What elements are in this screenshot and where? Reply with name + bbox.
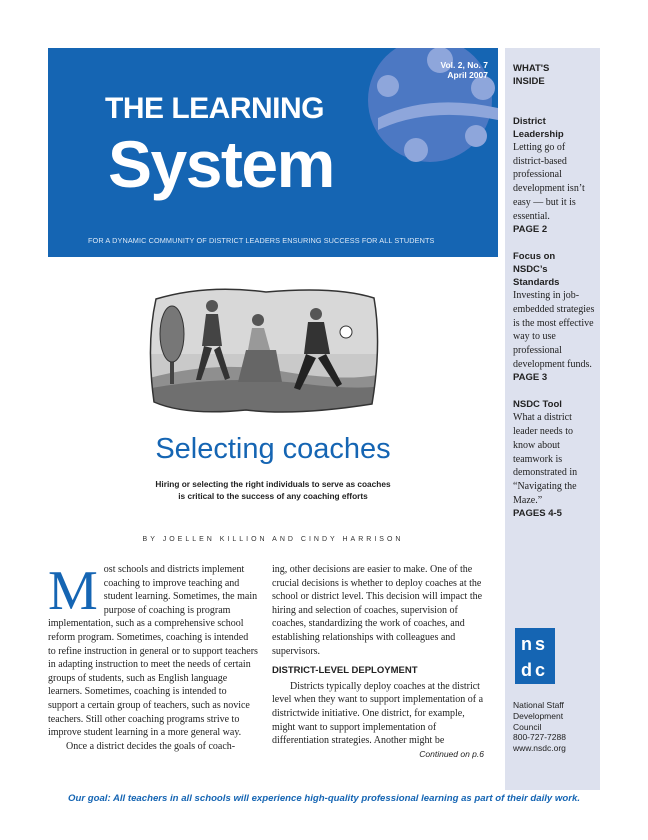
issue-date: April 2007 [447,70,488,80]
article-subhead [48,478,498,502]
title-line-1: THE LEARNING [105,92,324,125]
org-name-3: Council [513,721,542,732]
issue-volume: Vol. 2, No. 7 [440,60,488,70]
continued-link[interactable]: Continued on p.6 [419,748,484,759]
sidebar-item-district-leadership [513,115,597,236]
drop-cap: M [48,560,98,622]
subhead-line-1: Hiring or selecting the right individuals to serve as coaches [155,479,391,489]
masthead [48,48,498,257]
svg-text:n: n [521,634,532,654]
org-contact [513,700,593,754]
sidebar-item-page: PAGE 2 [513,224,548,236]
article-column-1 [48,560,258,753]
sidebar-item-text: Letting go of district-based professional development isn’t easy — but it is essential. [513,142,585,222]
tagline: FOR A DYNAMIC COMMUNITY OF DISTRICT LEADERS ENSURING SUCCESS FOR ALL STUDENTS [88,236,435,245]
sidebar-item-title: Focus on NSDC’s Standards [513,251,560,289]
paragraph-1: ost schools and districts implement coaching to improve teaching and student learning. Sometimes, the main purpose of coaching is program implementation, such as a comprehensive school reform program. Sometimes, coaching is intended to refine instruction in general or to support teachers in adapting instruction to meet the needs of certain groups of students, such as English language learners. Sometimes, coaching is intended to support a certain group of teachers, such as novice teachers. Still other coaching programs strive to improve student learning in a more general way. [48,564,258,739]
paragraph-3: ing, other decisions are easier to make. One of the crucial decisions is whether to deploy coaches at the school or district level. This decision will impact the hiring and selection of coaches, supervision of coaches, standardizing the work of coaches, and establishing relationships with colleagues and supervisors. [272,564,483,657]
svg-text:c: c [535,660,546,680]
nsdc-logo [515,628,555,684]
sidebar-item-title: NSDC Tool [513,399,562,411]
svg-text:d: d [521,660,532,680]
goal-statement: Our goal: All teachers in all schools will experience high-quality professional learning as part of their daily work. [68,793,580,804]
article-headline: Selecting coaches [155,433,391,465]
walking-people-illustration [146,284,382,419]
svg-text:s: s [535,634,546,654]
subhead-line-2: is critical to the success of any coaching efforts [178,491,368,501]
sidebar-item-standards [513,250,597,384]
sidebar-item-title: District Leadership [513,116,564,140]
org-name-1: National Staff [513,700,564,710]
issue-number [428,60,488,80]
sidebar-item-text: Investing in job-embedded strategies is the most effective way to use professional development funds. [513,290,595,370]
section-heading: DISTRICT-LEVEL DEPLOYMENT [272,665,418,677]
sidebar-item-page: PAGES 4-5 [513,508,562,520]
paragraph-4: Districts typically deploy coaches at the district level when they want to support implementation of a districtwide initiative. One district, for example, might want to support implementation of differentiation strategies. Another might be [272,680,484,747]
org-name-2: Development [513,710,564,721]
sidebar-heading: WHAT'S INSIDE [513,63,550,87]
article-column-2 [272,563,484,761]
sidebar-item-text: What a district leader needs to know about teamwork is demonstrated in “Navigating the Maze.” [513,412,578,506]
org-website[interactable]: www.nsdc.org [513,743,566,754]
title-line-2: System [108,127,334,201]
paragraph-2: Once a district decides the goals of coach- [66,740,236,752]
sidebar-item-nsdc-tool [513,398,597,520]
sidebar-item-page: PAGE 3 [513,372,548,384]
org-phone: 800-727-7288 [513,732,566,743]
byline: BY JOELLEN KILLION AND CINDY HARRISON [142,536,404,543]
